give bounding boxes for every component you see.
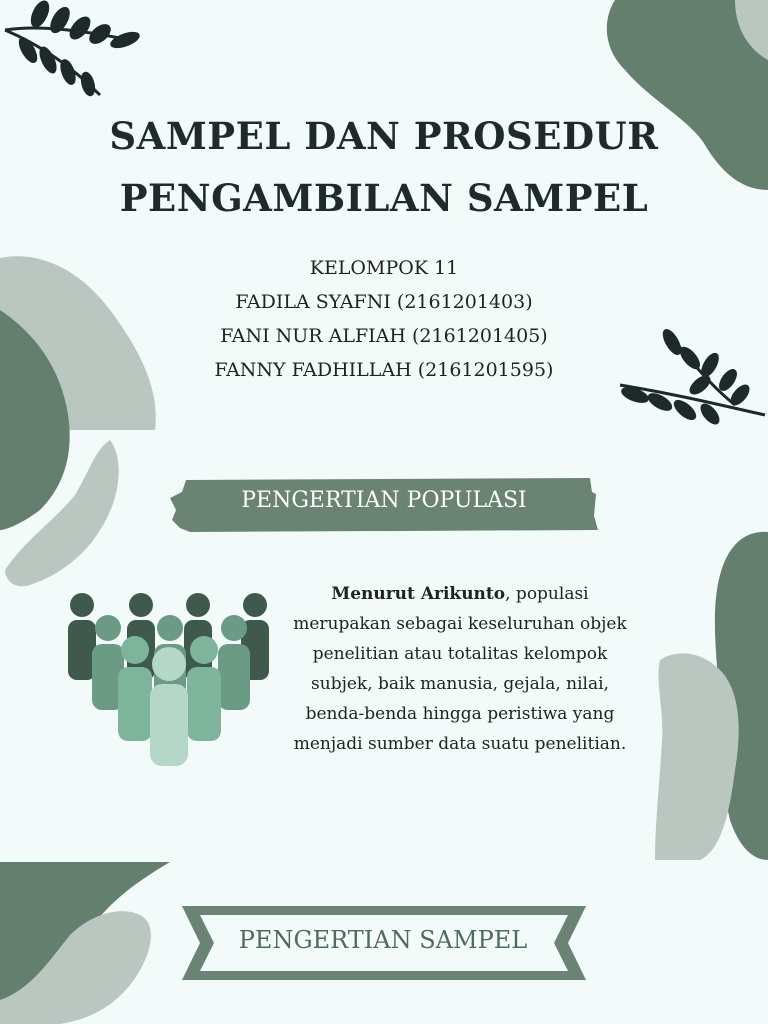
title-line-1: SAMPEL DAN PROSEDUR — [109, 114, 659, 158]
right-light-blob — [655, 653, 739, 860]
author-name: FADILA SYAFNI (2161201403) — [235, 291, 533, 313]
author-name: FANNY FADHILLAH (2161201595) — [214, 359, 554, 381]
group-label: KELOMPOK 11 — [309, 257, 459, 279]
page-title — [60, 105, 708, 229]
section-heading-populasi-label: PENGERTIAN POPULASI — [241, 488, 527, 513]
section-heading-populasi — [170, 476, 598, 532]
section-heading-sampel — [178, 904, 588, 982]
section-heading-sampel-label: PENGERTIAN SAMPEL — [238, 926, 528, 954]
title-line-2: PENGAMBILAN SAMPEL — [119, 176, 649, 220]
definition-paragraph — [282, 579, 638, 759]
leaf-branch-icon — [620, 327, 765, 427]
people-group-icon — [68, 593, 269, 766]
definition-source: Menurut Arikunto — [331, 584, 506, 604]
leaf-branch-icon — [5, 0, 141, 97]
author-list — [150, 251, 618, 387]
definition-text: , populasi merupakan sebagai keseluruhan objek penelitian atau totalitas kelompok subjek, baik manusia, gejala, nilai, benda-benda hingga peristiwa yang menjadi sumber data suatu penelitian. — [293, 584, 627, 754]
author-name: FANI NUR ALFIAH (2161201405) — [220, 325, 548, 347]
